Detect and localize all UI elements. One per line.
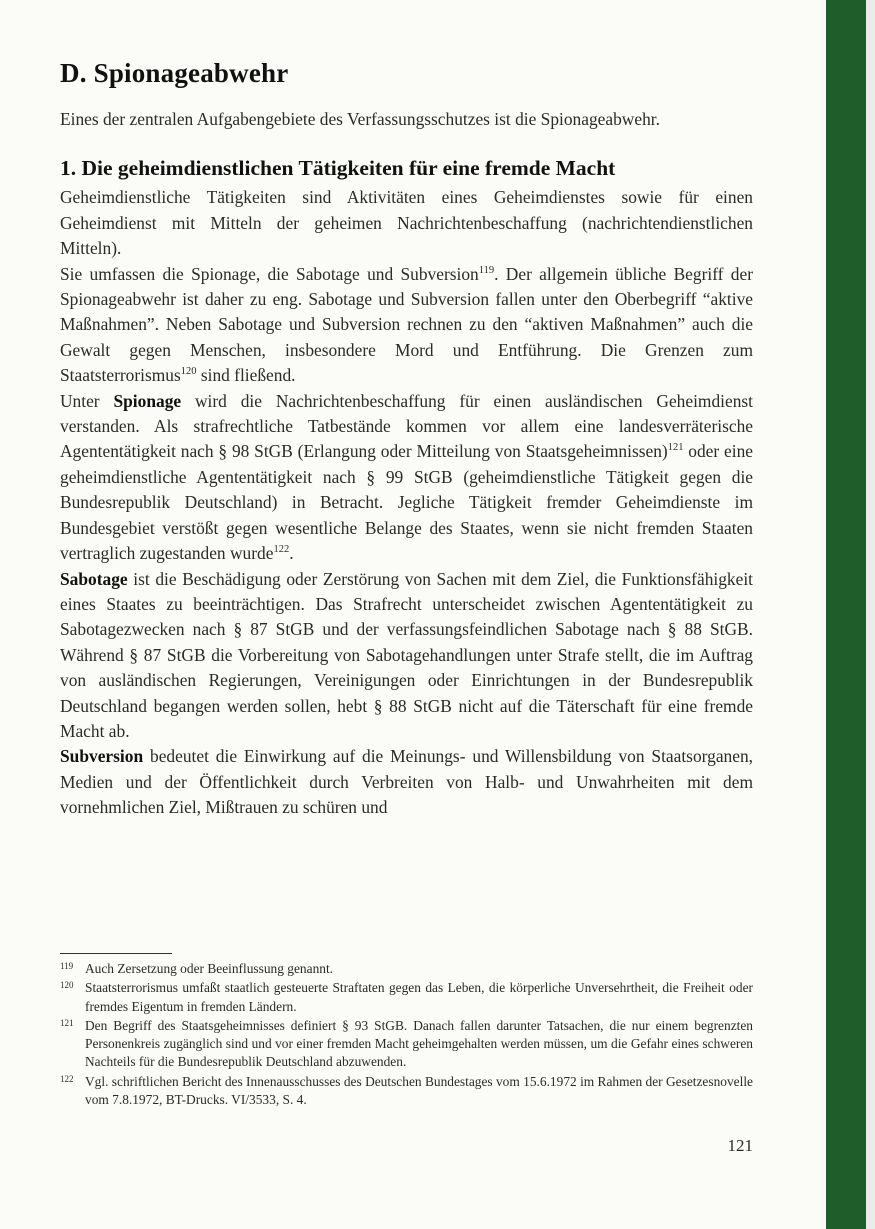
text-run: wird die Nachrichtenbeschaffung für einen ausländischen Geheimdienst verstanden. Als strafrechtliche Tatbestände kommen vor allem eine landesverräterische Agententätigkeit nach § 98 StGB (Erlangung oder Mitteilung von Staatsgeheimnissen) — [60, 390, 753, 462]
term-subversion: Subversion — [60, 746, 144, 767]
intro-paragraph: Eines der zentralen Aufgabengebiete des Verfassungsschutzes ist die Spionageabwehr. — [60, 109, 660, 129]
text-run: Unter — [60, 390, 114, 411]
term-sabotage: Sabotage — [60, 568, 128, 589]
footnote — [60, 960, 753, 978]
paragraph-subversion — [60, 744, 753, 820]
footnote-text: Auch Zersetzung oder Beeinflussung genannt. — [85, 961, 334, 976]
footnote — [60, 979, 753, 1016]
footnote-text: Vgl. schriftlichen Bericht des Innenausschusses des Deutschen Bundestages vom 15.6.1972 im Rahmen der Gesetzesnovelle vom 7.8.1972, BT-Drucks. VI/3533, S. 4. — [85, 1073, 753, 1108]
footnote-number: 120 — [60, 980, 74, 991]
text-run: sind fließend. — [196, 365, 296, 386]
term-spionage: Spionage — [113, 390, 182, 411]
text-run: bedeutet die Einwirkung auf die Meinungs- und Willensbildung von Staatsorganen, Medien und der Öffentlichkeit durch Verbreiten von Halb- und Unwahrheiten mit dem vornehmlichen Ziel, Mißtrauen zu schüren und — [60, 746, 753, 818]
footnote-number: 119 — [60, 961, 74, 971]
paragraph-definition: Geheimdienstliche Tätigkeiten sind Aktivitäten eines Geheimdienstes sowie für einen Geheimdienst mit Mitteln der geheimen Nachrichtenbeschaffung (nachrichtendienstlichen Mitteln). — [60, 187, 753, 259]
page-number: 121 — [727, 1136, 753, 1155]
section-title: 1. Die geheimdienstlichen Tätigkeiten für eine fremde Macht — [60, 156, 616, 181]
footnotes — [60, 960, 753, 1110]
footnote-number: 122 — [60, 1073, 74, 1084]
page-body — [60, 58, 753, 821]
footnote-number: 121 — [60, 1017, 74, 1028]
footnote-ref-121: 121 — [667, 442, 684, 454]
paragraph-scope — [60, 262, 753, 389]
text-run: . — [289, 543, 294, 564]
footnote-ref-122: 122 — [273, 544, 290, 556]
footnote-text: Den Begriff des Staatsgeheimnisses definiert § 93 StGB. Danach fallen darunter Tatsachen, die nur einem begrenzten Personenkreis zugänglich sind und vor einer fremden Macht geheimgehalten werden müssen, um die Gefahr eines schweren Nachteils für die Bundesrepublik Deutschland abzuwenden. — [85, 1017, 753, 1070]
footnote-divider — [60, 953, 172, 954]
text-run: oder eine geheimdienstliche Agententätigkeit nach § 99 StGB (geheimdienstliche Tätigkeit gegen die Bundesrepublik Deutschland) in Betracht. Jegliche Tätigkeit fremder Geheimdienste im Bundesgebiet verstößt gegen wesentliche Belange des Staates, wenn sie nicht fremden Staaten vertraglich zugestanden wurde — [60, 441, 754, 564]
footnote-ref-119: 119 — [478, 264, 495, 276]
footnote — [60, 1017, 753, 1072]
page-edge-green-bar — [826, 0, 866, 1229]
footnote-ref-120: 120 — [180, 366, 197, 378]
text-run: Sie umfassen die Spionage, die Sabotage und Subversion — [60, 263, 479, 284]
paragraph-sabotage — [60, 567, 753, 745]
footnote-text: Staatsterrorismus umfaßt staatlich gesteuerte Straftaten gegen das Leben, die körperliche Unversehrtheit, die Freiheit oder fremdes Eigentum in fremden Ländern. — [85, 980, 753, 1014]
page-edge-margin — [866, 0, 875, 1229]
text-run: ist die Beschädigung oder Zerstörung von Sachen mit dem Ziel, die Funktionsfähigkeit eines Staates zu beeinträchtigen. Das Strafrecht unterscheidet zwischen Agententätigkeit zu Sabotagezwecken nach § 87 StGB und der verfassungsfeindlichen Sabotage nach § 88 StGB. Während § 87 StGB die Vorbereitung von Sabotagehandlungen unter Strafe stellt, die im Auftrag von ausländischen Regierungen, Vereinigungen oder Einrichtungen in der Bundesrepublik Deutschland begangen werden sollen, hebt § 88 StGB nicht auf die Täterschaft für eine fremde Macht ab. — [60, 568, 753, 741]
paragraph-spionage — [60, 389, 753, 567]
text-run: . Der allgemein übliche Begriff der Spionageabwehr ist daher zu eng. Sabotage und Subversion fallen unter den Oberbegriff “aktive Maßnahmen”. Neben Sabotage und Subversion rechnen zu den “aktiven Maßnahmen” auch die Gewalt gegen Menschen, insbesondere Mord und Entführung. Die Grenzen zum Staatsterrorismus — [60, 263, 753, 386]
chapter-heading: D. Spionageabwehr — [60, 58, 289, 88]
footnote — [60, 1073, 753, 1110]
